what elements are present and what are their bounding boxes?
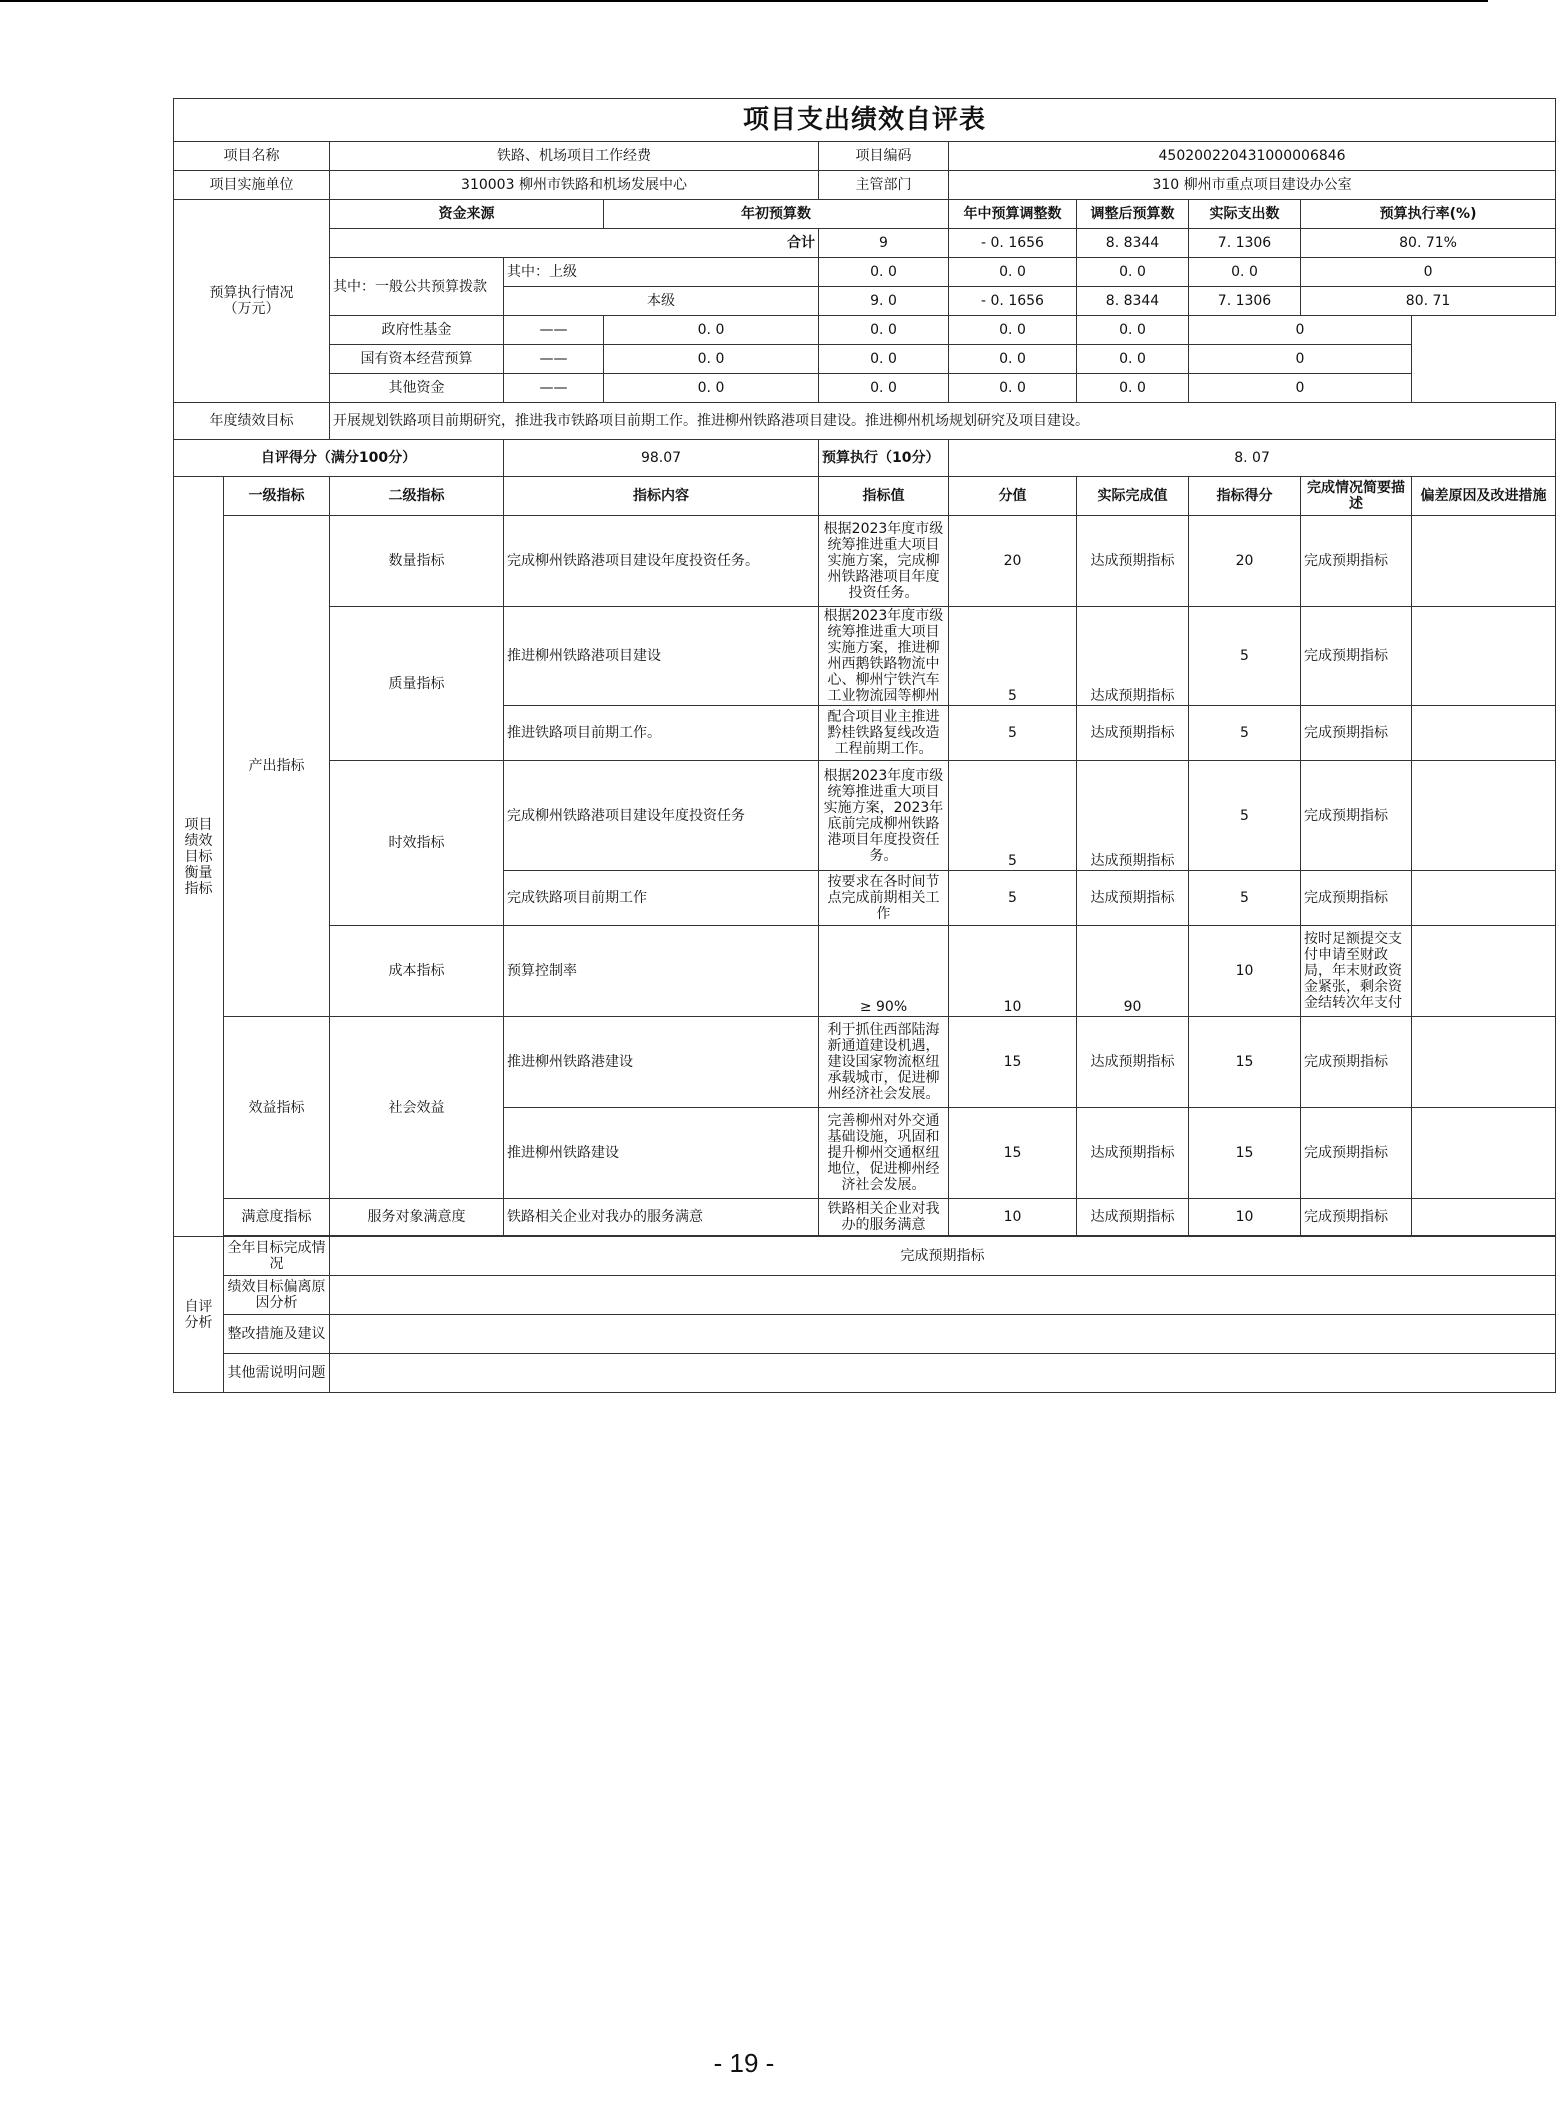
budget-local-adjusted: 8. 8344	[1077, 287, 1189, 316]
analysis-item-label: 整改措施及建议	[224, 1315, 330, 1354]
indicator-desc: 完成预期指标	[1301, 871, 1412, 926]
analysis-item-value	[330, 1276, 1556, 1315]
budget-total-adjusted: 8. 8344	[1077, 229, 1189, 258]
budget-statecapital-initial: 0. 0	[604, 345, 819, 374]
budget-statecapital-adjustment: 0. 0	[819, 345, 949, 374]
indicator-desc: 按时足额提交支付申请至财政局，年末财政资金紧张，剩余资金结转次年支付	[1301, 926, 1412, 1017]
indicator-actual: 90	[1077, 926, 1189, 1017]
indicator-target: 完善柳州对外交通基础设施，巩固和提升柳州交通枢纽地位，促进柳州经济社会发展。	[819, 1108, 949, 1199]
indicator-content: 推进柳州铁路港项目建设	[504, 607, 819, 706]
ind-header-score: 指标得分	[1189, 477, 1301, 516]
indicator-reason	[1412, 1199, 1556, 1236]
indicator-content: 铁路相关企业对我办的服务满意	[504, 1199, 819, 1236]
timeliness-indicator-label: 时效指标	[330, 761, 504, 926]
quality-indicator-label: 质量指标	[330, 607, 504, 761]
indicator-reason	[1412, 607, 1556, 706]
indicator-content: 预算控制率	[504, 926, 819, 1017]
budget-local-actual: 7. 1306	[1189, 287, 1301, 316]
ind-header-actual: 实际完成值	[1077, 477, 1189, 516]
budget-govfund-adjusted: 0. 0	[949, 316, 1077, 345]
budget-statecapital-adjusted: 0. 0	[949, 345, 1077, 374]
ind-header-target: 指标值	[819, 477, 949, 516]
indicator-actual: 达成预期指标	[1077, 1108, 1189, 1199]
budget-govfund-initial: 0. 0	[604, 316, 819, 345]
service-satisfaction-label: 服务对象满意度	[330, 1199, 504, 1236]
budget-execution-label: 预算执行（10分）	[819, 440, 949, 477]
indicator-desc: 完成预期指标	[1301, 1199, 1412, 1236]
indicator-score: 15	[1189, 1017, 1301, 1108]
indicator-desc: 完成预期指标	[1301, 1108, 1412, 1199]
indicator-desc: 完成预期指标	[1301, 607, 1412, 706]
budget-upper-rate: 0	[1301, 258, 1556, 287]
indicator-score: 5	[1189, 607, 1301, 706]
indicators-section-label: 项目 绩效 目标 衡量 指标	[174, 477, 224, 1237]
budget-section-label: 预算执行情况 （万元）	[174, 200, 330, 403]
implementing-unit-value: 310003 柳州市铁路和机场发展中心	[330, 171, 819, 200]
indicator-score: 10	[1189, 926, 1301, 1017]
indicator-score: 10	[1189, 1199, 1301, 1236]
indicator-target: 按要求在各时间节点完成前期相关工作	[819, 871, 949, 926]
indicator-score: 20	[1189, 516, 1301, 607]
budget-local-initial: 9. 0	[819, 287, 949, 316]
budget-local-label: 本级	[504, 287, 819, 316]
budget-statecapital-dash: ——	[504, 345, 604, 374]
indicator-desc: 完成预期指标	[1301, 1017, 1412, 1108]
budget-upper-adjusted: 0. 0	[1077, 258, 1189, 287]
page-number: - 19 -	[713, 2048, 775, 2078]
indicator-target: 配合项目业主推进黔桂铁路复线改造工程前期工作。	[819, 706, 949, 761]
indicator-target: ≥ 90%	[819, 926, 949, 1017]
indicator-actual: 达成预期指标	[1077, 1199, 1189, 1236]
indicator-desc: 完成预期指标	[1301, 516, 1412, 607]
indicator-points: 15	[949, 1108, 1077, 1199]
project-code-label: 项目编码	[819, 142, 949, 171]
indicator-target: 根据2023年度市级统筹推进重大项目实施方案，完成柳州铁路港项目年度投资任务。	[819, 516, 949, 607]
benefit-indicator-label: 效益指标	[224, 1017, 330, 1199]
budget-statecapital-label: 国有资本经营预算	[330, 345, 504, 374]
indicator-desc: 完成预期指标	[1301, 706, 1412, 761]
implementing-unit-label: 项目实施单位	[174, 171, 330, 200]
budget-other-rate: 0	[1189, 374, 1412, 403]
budget-total-initial: 9	[819, 229, 949, 258]
budget-govfund-dash: ——	[504, 316, 604, 345]
indicator-reason	[1412, 1108, 1556, 1199]
ind-header-content: 指标内容	[504, 477, 819, 516]
evaluation-table	[173, 98, 1556, 1393]
budget-govfund-actual: 0. 0	[1077, 316, 1189, 345]
cost-indicator-label: 成本指标	[330, 926, 504, 1017]
analysis-item-label: 绩效目标偏离原因分析	[224, 1276, 330, 1315]
budget-other-actual: 0. 0	[1077, 374, 1189, 403]
project-name-label: 项目名称	[174, 142, 330, 171]
project-code-value: 450200220431000006846	[949, 142, 1556, 171]
ind-header-level1: 一级指标	[224, 477, 330, 516]
indicator-content: 推进柳州铁路港建设	[504, 1017, 819, 1108]
table-title: 项目支出绩效自评表	[174, 99, 1556, 142]
budget-execution-value: 8. 07	[949, 440, 1556, 477]
project-name-value: 铁路、机场项目工作经费	[330, 142, 819, 171]
indicator-reason	[1412, 761, 1556, 871]
self-score-value: 98.07	[504, 440, 819, 477]
budget-other-dash: ——	[504, 374, 604, 403]
budget-other-initial: 0. 0	[604, 374, 819, 403]
indicator-score: 15	[1189, 1108, 1301, 1199]
indicator-target: 铁路相关企业对我办的服务满意	[819, 1199, 949, 1236]
budget-upper-adjustment: 0. 0	[949, 258, 1077, 287]
budget-total-adjustment: - 0. 1656	[949, 229, 1077, 258]
budget-header-actual: 实际支出数	[1189, 200, 1301, 229]
indicator-points: 15	[949, 1017, 1077, 1108]
indicator-actual: 达成预期指标	[1077, 516, 1189, 607]
indicator-score: 5	[1189, 871, 1301, 926]
indicator-score: 5	[1189, 706, 1301, 761]
social-benefit-label: 社会效益	[330, 1017, 504, 1199]
annual-goal-text: 开展规划铁路项目前期研究，推进我市铁路项目前期工作。推进柳州铁路港项目建设。推进柳州机场规划研究及项目建设。	[330, 403, 1556, 440]
budget-header-rate: 预算执行率(%)	[1301, 200, 1556, 229]
indicator-reason	[1412, 926, 1556, 1017]
budget-other-adjusted: 0. 0	[949, 374, 1077, 403]
indicator-score: 5	[1189, 761, 1301, 871]
analysis-item-label: 其他需说明问题	[224, 1354, 330, 1393]
evaluation-form	[173, 98, 1547, 1393]
satisfaction-indicator-label: 满意度指标	[224, 1199, 330, 1236]
budget-upper-label: 其中：上级	[504, 258, 819, 287]
budget-header-adjusted: 调整后预算数	[1077, 200, 1189, 229]
ind-header-reason: 偏差原因及改进措施	[1412, 477, 1556, 516]
indicator-content: 完成柳州铁路港项目建设年度投资任务	[504, 761, 819, 871]
indicator-desc: 完成预期指标	[1301, 761, 1412, 871]
quantity-indicator-label: 数量指标	[330, 516, 504, 607]
indicator-actual: 达成预期指标	[1077, 1017, 1189, 1108]
indicator-actual: 达成预期指标	[1077, 871, 1189, 926]
budget-local-adjustment: - 0. 1656	[949, 287, 1077, 316]
top-border-line	[0, 0, 1488, 2]
indicator-points: 5	[949, 761, 1077, 871]
output-indicator-label: 产出指标	[224, 516, 330, 1017]
analysis-section-label: 自评 分析	[174, 1237, 224, 1393]
budget-header-source: 资金来源	[330, 200, 604, 229]
indicator-points: 10	[949, 926, 1077, 1017]
budget-govfund-adjustment: 0. 0	[819, 316, 949, 345]
indicator-content: 完成铁路项目前期工作	[504, 871, 819, 926]
budget-other-label: 其他资金	[330, 374, 504, 403]
budget-upper-actual: 0. 0	[1189, 258, 1301, 287]
budget-statecapital-rate: 0	[1189, 345, 1412, 374]
indicator-actual: 达成预期指标	[1077, 761, 1189, 871]
analysis-item-value	[330, 1315, 1556, 1354]
indicator-points: 20	[949, 516, 1077, 607]
indicator-target: 根据2023年度市级统筹推进重大项目实施方案，2023年底前完成柳州铁路港项目年度投资任务。	[819, 761, 949, 871]
ind-header-level2: 二级指标	[330, 477, 504, 516]
budget-header-initial: 年初预算数	[604, 200, 949, 229]
indicator-content: 推进铁路项目前期工作。	[504, 706, 819, 761]
budget-header-adjustment: 年中预算调整数	[949, 200, 1077, 229]
indicator-reason	[1412, 516, 1556, 607]
indicator-target: 根据2023年度市级统筹推进重大项目实施方案，推进柳州西鹅铁路物流中心、柳州宁铁汽车工业物流园等柳州	[819, 607, 949, 706]
indicator-points: 5	[949, 607, 1077, 706]
indicator-content: 推进柳州铁路建设	[504, 1108, 819, 1199]
analysis-item-label: 全年目标完成情况	[224, 1237, 330, 1276]
ind-header-desc: 完成情况简要描述	[1301, 477, 1412, 516]
indicator-points: 10	[949, 1199, 1077, 1236]
indicator-content: 完成柳州铁路港项目建设年度投资任务。	[504, 516, 819, 607]
budget-govfund-rate: 0	[1189, 316, 1412, 345]
budget-total-label: 合计	[330, 229, 819, 258]
annual-goal-label: 年度绩效目标	[174, 403, 330, 440]
budget-local-rate: 80. 71	[1301, 287, 1556, 316]
analysis-item-value: 完成预期指标	[330, 1237, 1556, 1276]
self-score-label: 自评得分（满分100分）	[174, 440, 504, 477]
ind-header-points: 分值	[949, 477, 1077, 516]
supervising-dept-label: 主管部门	[819, 171, 949, 200]
analysis-item-value	[330, 1354, 1556, 1393]
indicator-reason	[1412, 706, 1556, 761]
indicator-actual: 达成预期指标	[1077, 706, 1189, 761]
indicator-reason	[1412, 1017, 1556, 1108]
budget-upper-initial: 0. 0	[819, 258, 949, 287]
budget-govfund-label: 政府性基金	[330, 316, 504, 345]
budget-general-label: 其中：一般公共预算拨款	[330, 258, 504, 316]
indicator-target: 利于抓住西部陆海新通道建设机遇，建设国家物流枢纽承载城市，促进柳州经济社会发展。	[819, 1017, 949, 1108]
indicator-points: 5	[949, 871, 1077, 926]
budget-statecapital-actual: 0. 0	[1077, 345, 1189, 374]
indicator-points: 5	[949, 706, 1077, 761]
budget-other-adjustment: 0. 0	[819, 374, 949, 403]
indicator-reason	[1412, 871, 1556, 926]
budget-total-rate: 80. 71%	[1301, 229, 1556, 258]
indicator-actual: 达成预期指标	[1077, 607, 1189, 706]
budget-total-actual: 7. 1306	[1189, 229, 1301, 258]
supervising-dept-value: 310 柳州市重点项目建设办公室	[949, 171, 1556, 200]
